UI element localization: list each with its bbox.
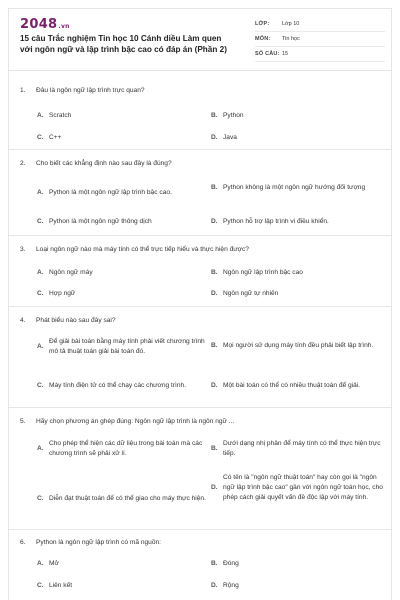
option-text: Ngôn ngữ lập trình bậc cao <box>223 269 303 276</box>
option-d[interactable] <box>211 133 383 143</box>
option-letter: D. <box>211 134 218 141</box>
option-c[interactable] <box>37 217 209 227</box>
option-text: C++ <box>49 134 62 141</box>
option-d[interactable] <box>211 581 383 591</box>
question-2 <box>20 159 385 168</box>
question-number: 5. <box>20 418 26 425</box>
divider <box>9 149 392 150</box>
option-b[interactable] <box>211 183 383 193</box>
option-letter: B. <box>211 342 218 349</box>
option-letter: C. <box>37 382 44 389</box>
option-text: Mọi người sử dụng máy tính đều phải biết lập trình. <box>223 342 374 349</box>
meta-key: LỚP: <box>255 21 270 27</box>
option-text: Python là một ngôn ngữ thông dịch <box>49 218 152 225</box>
option-text: Dưới dạng nhị phân để máy tính có thể thực hiện trực tiếp. <box>223 440 381 457</box>
option-c[interactable] <box>37 381 209 391</box>
logo-text: 2048 <box>20 17 58 32</box>
option-d[interactable] <box>211 381 383 391</box>
option-letter: D. <box>211 382 218 389</box>
option-letter: A. <box>37 445 44 452</box>
logo-suffix: .vn <box>58 23 70 30</box>
option-b[interactable] <box>211 439 383 459</box>
page-title: 15 câu Trắc nghiệm Tin học 10 Cánh diều Làm quen với ngôn ngữ và lập trình bậc cao có đáp án (Phần 2) <box>20 34 227 54</box>
question-text: Phát biểu nào sau đây sai? <box>36 317 116 324</box>
option-text: Một bài toán có thể có nhiều thuật toán để giải. <box>223 382 361 389</box>
option-text: Cho phép thể hiện các dữ liệu trong bài toán mà các chương trình sẽ phải xử lí. <box>49 440 203 457</box>
option-letter: C. <box>37 218 44 225</box>
option-text: Python hỗ trợ lập trình vi điều khiển. <box>223 218 329 225</box>
option-a[interactable] <box>37 439 209 459</box>
option-c[interactable] <box>37 133 209 143</box>
option-b[interactable] <box>211 341 383 351</box>
option-letter: A. <box>37 189 44 196</box>
divider <box>9 235 392 236</box>
option-letter: B. <box>211 269 218 276</box>
option-letter: A. <box>37 560 44 567</box>
meta-value: 15 <box>282 51 289 57</box>
option-text: Rộng <box>223 582 239 589</box>
option-letter: C. <box>37 134 44 141</box>
option-a[interactable] <box>37 188 209 198</box>
option-a[interactable] <box>37 559 209 569</box>
option-c[interactable] <box>37 289 209 299</box>
option-text: Để giải bài toán bằng máy tính phải viết chương trình mô tả thuật toán giải bài toán đó. <box>49 338 205 355</box>
option-b[interactable] <box>211 268 383 278</box>
option-b[interactable] <box>211 559 383 569</box>
question-6 <box>20 538 385 547</box>
site-logo[interactable] <box>20 17 70 32</box>
option-letter: A. <box>37 269 44 276</box>
option-letter: D. <box>211 484 218 491</box>
option-letter: B. <box>211 445 218 452</box>
meta-key: MÔN: <box>255 36 271 42</box>
option-letter: D. <box>211 218 218 225</box>
option-text: Python <box>223 112 244 119</box>
option-a[interactable] <box>37 268 209 278</box>
option-a[interactable] <box>37 337 209 357</box>
option-text: Hợp ngữ <box>49 290 76 297</box>
option-text: Ngôn ngữ tự nhiên <box>223 290 279 297</box>
option-letter: B. <box>211 184 218 191</box>
question-number: 6. <box>20 539 26 546</box>
question-text: Hãy chọn phương án ghép đúng: Ngôn ngữ lập trình là ngôn ngữ ... <box>36 418 235 425</box>
meta-row-subject <box>255 32 385 47</box>
question-text: Python là ngôn ngữ lập trình có mã nguồn: <box>36 539 162 546</box>
divider <box>9 407 392 408</box>
option-letter: C. <box>37 290 44 297</box>
divider <box>9 306 392 307</box>
option-c[interactable] <box>37 581 209 591</box>
divider <box>9 529 392 530</box>
option-text: Máy tính điện tử có thể chạy các chương trình. <box>49 382 187 389</box>
option-letter: A. <box>37 343 44 350</box>
question-number: 3. <box>20 246 26 253</box>
option-d[interactable] <box>211 217 383 227</box>
option-letter: D. <box>211 582 218 589</box>
option-letter: B. <box>211 112 218 119</box>
question-number: 4. <box>20 317 26 324</box>
option-letter: C. <box>37 495 44 502</box>
meta-key: SỐ CÂU: <box>255 51 280 57</box>
meta-value: Tin học <box>282 36 300 42</box>
option-letter: A. <box>37 112 44 119</box>
meta-row-count <box>255 47 385 62</box>
option-text: Đóng <box>223 560 239 567</box>
option-text: Diễn đạt thuật toán để có thể giao cho máy thực hiện. <box>49 495 206 502</box>
meta-row-class <box>255 17 385 32</box>
option-text: Ngôn ngữ máy <box>49 269 93 276</box>
question-5 <box>20 417 385 426</box>
option-text: Liên kết <box>49 582 73 589</box>
option-text: Python là một ngôn ngữ lập trình bậc cao. <box>49 189 172 196</box>
question-text: Cho biết các khẳng định nào sau đây là đúng? <box>36 160 172 167</box>
question-text: Loại ngôn ngữ nào mà máy tính có thể trực tiếp hiểu và thực hiện được? <box>36 246 249 253</box>
option-text: Có tên là "ngôn ngữ thuật toán" hay còn gọi là "ngôn ngữ lập trình bậc cao" gần với ngôn ngữ toán học, cho phép cách giải quyết vấn đề độc lập với máy tính. <box>223 474 383 501</box>
question-4 <box>20 316 385 325</box>
option-letter: C. <box>37 582 44 589</box>
option-b[interactable] <box>211 111 383 121</box>
option-c[interactable] <box>37 494 209 504</box>
option-d[interactable] <box>211 289 383 299</box>
meta-table <box>255 17 385 62</box>
option-text: Python không là một ngôn ngữ hướng đối tượng <box>223 184 366 191</box>
option-text: Java <box>223 134 237 141</box>
page-header <box>9 9 391 71</box>
option-letter: B. <box>211 560 218 567</box>
option-letter: D. <box>211 290 218 297</box>
option-text: Mở <box>49 560 59 567</box>
question-3 <box>20 245 385 254</box>
option-a[interactable] <box>37 111 209 121</box>
question-1 <box>20 86 385 95</box>
meta-value: Lớp 10 <box>282 21 300 27</box>
option-text: Scratch <box>49 112 72 119</box>
question-text: Đâu là ngôn ngữ lập trình trực quan? <box>36 87 145 94</box>
question-number: 1. <box>20 87 26 94</box>
option-d[interactable] <box>211 473 383 503</box>
question-number: 2. <box>20 160 26 167</box>
document-page <box>8 8 392 600</box>
